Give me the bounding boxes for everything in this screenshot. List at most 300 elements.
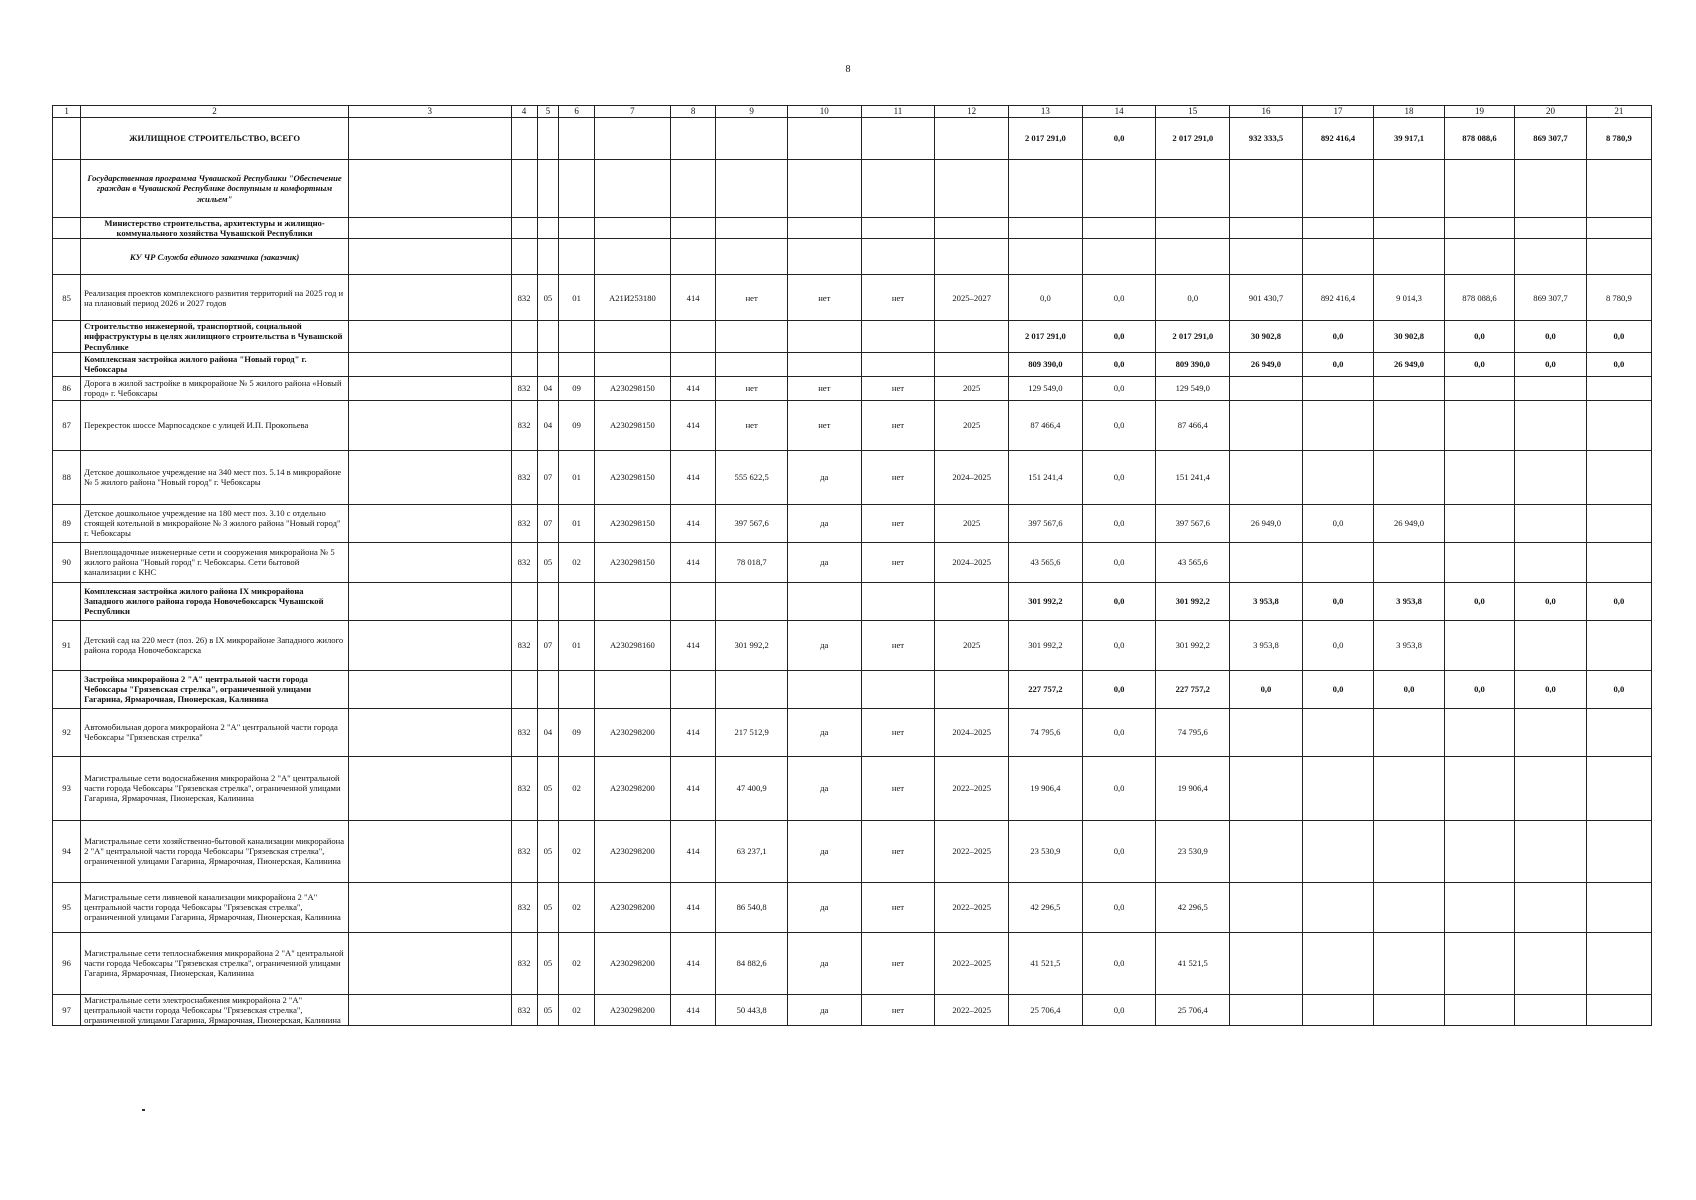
col-7-cell <box>594 582 670 620</box>
col-8-cell <box>670 118 716 160</box>
empty-cell <box>348 400 511 450</box>
col-14-cell: 0,0 <box>1082 450 1156 504</box>
col-11-cell <box>861 321 935 352</box>
table-row-group <box>53 670 1652 708</box>
row-number-cell: 85 <box>53 275 81 321</box>
col-8-cell: 414 <box>670 708 716 756</box>
col-6-cell: 02 <box>559 882 595 932</box>
col-20-cell <box>1515 820 1587 882</box>
column-number-cell: 1 <box>53 106 81 118</box>
col-15-cell: 301 992,2 <box>1156 620 1230 670</box>
col-12-cell <box>935 670 1009 708</box>
col-19-cell: 0,0 <box>1444 670 1514 708</box>
col-10-cell <box>787 118 861 160</box>
col-21-cell <box>1586 820 1651 882</box>
empty-cell <box>348 708 511 756</box>
col-11-cell: нет <box>861 620 935 670</box>
col-5-cell: 04 <box>537 376 559 400</box>
row-number-cell: 86 <box>53 376 81 400</box>
page-number: 8 <box>845 64 851 75</box>
row-number-cell: 87 <box>53 400 81 450</box>
col-8-cell: 414 <box>670 756 716 820</box>
empty-cell <box>348 275 511 321</box>
empty-cell <box>348 582 511 620</box>
col-4-cell: 832 <box>511 400 537 450</box>
table-row-group <box>53 239 1652 275</box>
col-21-cell <box>1586 400 1651 450</box>
col-10-cell <box>787 352 861 376</box>
col-20-cell <box>1515 504 1587 542</box>
col-13-cell: 2 017 291,0 <box>1009 118 1083 160</box>
col-15-cell: 87 466,4 <box>1156 400 1230 450</box>
col-16-cell <box>1230 708 1303 756</box>
col-12-cell <box>935 218 1009 239</box>
col-11-cell: нет <box>861 756 935 820</box>
column-number-cell: 6 <box>559 106 595 118</box>
col-9-cell <box>716 352 788 376</box>
col-21-cell: 0,0 <box>1586 352 1651 376</box>
col-4-cell: 832 <box>511 882 537 932</box>
empty-cell <box>348 450 511 504</box>
col-15-cell: 42 296,5 <box>1156 882 1230 932</box>
col-18-cell <box>1374 756 1444 820</box>
col-19-cell <box>1444 160 1514 218</box>
col-5-cell: 05 <box>537 275 559 321</box>
col-20-cell <box>1515 932 1587 994</box>
col-17-cell <box>1302 239 1374 275</box>
column-number-cell: 9 <box>716 106 788 118</box>
empty-cell <box>348 932 511 994</box>
col-16-cell <box>1230 756 1303 820</box>
table-row-group <box>53 118 1652 160</box>
col-18-cell: 9 014,3 <box>1374 275 1444 321</box>
column-number-cell: 12 <box>935 106 1009 118</box>
column-number-cell: 14 <box>1082 106 1156 118</box>
col-7-cell <box>594 160 670 218</box>
col-14-cell: 0,0 <box>1082 882 1156 932</box>
col-6-cell <box>559 321 595 352</box>
col-13-cell <box>1009 160 1083 218</box>
table-row-item <box>53 882 1652 932</box>
row-name-cell: Автомобильная дорога микрорайона 2 "А" центральной части города Чебоксары "Грязевская стрелка" <box>81 708 349 756</box>
col-8-cell: 414 <box>670 620 716 670</box>
col-10-cell <box>787 670 861 708</box>
col-6-cell <box>559 160 595 218</box>
column-number-cell: 18 <box>1374 106 1444 118</box>
col-9-cell <box>716 670 788 708</box>
col-21-cell <box>1586 542 1651 582</box>
col-18-cell <box>1374 542 1444 582</box>
table-row-item <box>53 376 1652 400</box>
col-19-cell <box>1444 218 1514 239</box>
col-12-cell: 2024–2025 <box>935 450 1009 504</box>
col-10-cell: да <box>787 708 861 756</box>
col-21-cell <box>1586 620 1651 670</box>
col-7-cell <box>594 239 670 275</box>
col-19-cell <box>1444 504 1514 542</box>
col-14-cell: 0,0 <box>1082 275 1156 321</box>
col-11-cell: нет <box>861 275 935 321</box>
col-11-cell: нет <box>861 882 935 932</box>
col-16-cell <box>1230 218 1303 239</box>
col-9-cell: 78 018,7 <box>716 542 788 582</box>
col-19-cell: 0,0 <box>1444 321 1514 352</box>
col-6-cell <box>559 218 595 239</box>
col-4-cell <box>511 352 537 376</box>
col-15-cell: 25 706,4 <box>1156 994 1230 1025</box>
table-row-item <box>53 504 1652 542</box>
col-8-cell <box>670 239 716 275</box>
col-16-cell <box>1230 994 1303 1025</box>
col-9-cell: нет <box>716 275 788 321</box>
col-10-cell: да <box>787 994 861 1025</box>
row-name-cell: Перекресток шоссе Марпосадское с улицей И.П. Прокопьева <box>81 400 349 450</box>
col-12-cell: 2024–2025 <box>935 542 1009 582</box>
col-4-cell <box>511 239 537 275</box>
col-8-cell: 414 <box>670 504 716 542</box>
col-12-cell: 2022–2025 <box>935 756 1009 820</box>
col-17-cell <box>1302 820 1374 882</box>
col-16-cell: 26 949,0 <box>1230 352 1303 376</box>
col-20-cell <box>1515 882 1587 932</box>
col-15-cell: 809 390,0 <box>1156 352 1230 376</box>
col-18-cell <box>1374 218 1444 239</box>
row-name-cell: Реализация проектов комплексного развития территорий на 2025 год и на плановый период 2026 и 2027 годов <box>81 275 349 321</box>
empty-cell <box>348 620 511 670</box>
col-5-cell: 05 <box>537 542 559 582</box>
row-number-cell <box>53 118 81 160</box>
col-8-cell: 414 <box>670 994 716 1025</box>
row-name-cell: Магистральные сети ливневой канализации микрорайона 2 "А" центральной части города Чебоксары "Грязевская стрелка", ограниченной улицами Гагарина, Ярмарочная, Пионерская, Калинина <box>81 882 349 932</box>
column-number-cell: 21 <box>1586 106 1651 118</box>
row-number-cell <box>53 218 81 239</box>
row-number-cell <box>53 352 81 376</box>
col-6-cell <box>559 670 595 708</box>
column-number-cell: 20 <box>1515 106 1587 118</box>
col-5-cell: 05 <box>537 882 559 932</box>
empty-cell <box>348 504 511 542</box>
column-number-cell: 2 <box>81 106 349 118</box>
col-9-cell: 86 540,8 <box>716 882 788 932</box>
empty-cell <box>348 376 511 400</box>
row-name-cell: Магистральные сети электроснабжения микрорайона 2 "А" центральной части города Чебоксары "Грязевская стрелка", ограниченной улицами Гагарина, Ярмарочная, Пионерская, Калинина <box>81 994 349 1025</box>
empty-cell <box>348 882 511 932</box>
table-row-item <box>53 994 1652 1025</box>
col-15-cell: 2 017 291,0 <box>1156 118 1230 160</box>
row-number-cell <box>53 321 81 352</box>
col-18-cell <box>1374 450 1444 504</box>
col-13-cell: 0,0 <box>1009 275 1083 321</box>
col-11-cell: нет <box>861 450 935 504</box>
column-number-row <box>53 106 1652 118</box>
col-14-cell: 0,0 <box>1082 620 1156 670</box>
col-9-cell: нет <box>716 376 788 400</box>
col-19-cell <box>1444 932 1514 994</box>
row-name-cell: Детский сад на 220 мест (поз. 26) в IX микрорайоне Западного жилого района города Новочебоксарска <box>81 620 349 670</box>
col-4-cell <box>511 218 537 239</box>
col-14-cell: 0,0 <box>1082 670 1156 708</box>
column-number-cell: 10 <box>787 106 861 118</box>
col-11-cell <box>861 118 935 160</box>
col-6-cell: 09 <box>559 376 595 400</box>
col-5-cell: 05 <box>537 756 559 820</box>
col-6-cell: 02 <box>559 542 595 582</box>
col-11-cell: нет <box>861 400 935 450</box>
col-19-cell: 0,0 <box>1444 352 1514 376</box>
col-21-cell <box>1586 450 1651 504</box>
col-11-cell: нет <box>861 708 935 756</box>
table-row-group <box>53 218 1652 239</box>
col-20-cell: 0,0 <box>1515 670 1587 708</box>
col-12-cell <box>935 582 1009 620</box>
col-9-cell: 555 622,5 <box>716 450 788 504</box>
col-20-cell: 0,0 <box>1515 582 1587 620</box>
col-11-cell <box>861 160 935 218</box>
col-6-cell: 01 <box>559 620 595 670</box>
table-row-item <box>53 708 1652 756</box>
col-21-cell <box>1586 239 1651 275</box>
col-8-cell <box>670 352 716 376</box>
col-10-cell: да <box>787 932 861 994</box>
col-7-cell: А230298200 <box>594 932 670 994</box>
col-11-cell: нет <box>861 932 935 994</box>
col-16-cell <box>1230 160 1303 218</box>
col-16-cell: 3 953,8 <box>1230 620 1303 670</box>
col-16-cell: 26 949,0 <box>1230 504 1303 542</box>
col-12-cell: 2025 <box>935 504 1009 542</box>
col-4-cell: 832 <box>511 932 537 994</box>
col-18-cell: 26 949,0 <box>1374 504 1444 542</box>
col-21-cell <box>1586 218 1651 239</box>
col-10-cell: нет <box>787 275 861 321</box>
col-20-cell <box>1515 450 1587 504</box>
col-10-cell: нет <box>787 400 861 450</box>
col-9-cell <box>716 118 788 160</box>
col-18-cell <box>1374 994 1444 1025</box>
col-9-cell: нет <box>716 400 788 450</box>
col-11-cell: нет <box>861 504 935 542</box>
col-20-cell <box>1515 620 1587 670</box>
col-14-cell <box>1082 218 1156 239</box>
col-7-cell: А230298160 <box>594 620 670 670</box>
row-number-cell: 89 <box>53 504 81 542</box>
col-19-cell <box>1444 708 1514 756</box>
col-16-cell <box>1230 376 1303 400</box>
row-name-cell: Дорога в жилой застройке в микрорайоне № 5 жилого района «Новый город» г. Чебоксары <box>81 376 349 400</box>
col-16-cell <box>1230 820 1303 882</box>
col-4-cell <box>511 321 537 352</box>
col-5-cell: 07 <box>537 620 559 670</box>
col-17-cell <box>1302 882 1374 932</box>
col-15-cell: 227 757,2 <box>1156 670 1230 708</box>
col-20-cell <box>1515 400 1587 450</box>
col-21-cell: 0,0 <box>1586 670 1651 708</box>
col-15-cell <box>1156 239 1230 275</box>
col-6-cell <box>559 352 595 376</box>
col-9-cell <box>716 218 788 239</box>
col-10-cell: нет <box>787 376 861 400</box>
col-10-cell <box>787 239 861 275</box>
table-row-item <box>53 400 1652 450</box>
col-13-cell: 397 567,6 <box>1009 504 1083 542</box>
col-7-cell: А230298200 <box>594 708 670 756</box>
col-12-cell <box>935 118 1009 160</box>
row-number-cell: 94 <box>53 820 81 882</box>
empty-cell <box>348 542 511 582</box>
col-21-cell: 0,0 <box>1586 582 1651 620</box>
col-9-cell <box>716 582 788 620</box>
col-10-cell: да <box>787 450 861 504</box>
col-16-cell <box>1230 932 1303 994</box>
row-number-cell: 90 <box>53 542 81 582</box>
col-17-cell <box>1302 400 1374 450</box>
col-7-cell <box>594 352 670 376</box>
col-14-cell: 0,0 <box>1082 820 1156 882</box>
col-14-cell: 0,0 <box>1082 708 1156 756</box>
col-14-cell <box>1082 239 1156 275</box>
col-21-cell: 0,0 <box>1586 321 1651 352</box>
col-5-cell: 07 <box>537 450 559 504</box>
col-12-cell: 2022–2025 <box>935 932 1009 994</box>
empty-cell <box>348 118 511 160</box>
col-4-cell: 832 <box>511 820 537 882</box>
column-number-cell: 13 <box>1009 106 1083 118</box>
table-row-item <box>53 620 1652 670</box>
col-18-cell <box>1374 882 1444 932</box>
empty-cell <box>348 352 511 376</box>
col-17-cell: 892 416,4 <box>1302 118 1374 160</box>
row-name-cell: Государственная программа Чувашской Республики "Обеспечение граждан в Чувашской Республике доступным и комфортным жильем" <box>81 160 349 218</box>
col-19-cell: 878 088,6 <box>1444 118 1514 160</box>
col-18-cell: 39 917,1 <box>1374 118 1444 160</box>
col-16-cell: 30 902,8 <box>1230 321 1303 352</box>
row-name-cell: ЖИЛИЩНОЕ СТРОИТЕЛЬСТВО, ВСЕГО <box>81 118 349 160</box>
col-13-cell: 151 241,4 <box>1009 450 1083 504</box>
col-12-cell: 2025 <box>935 620 1009 670</box>
col-8-cell: 414 <box>670 542 716 582</box>
col-17-cell <box>1302 450 1374 504</box>
row-number-cell: 93 <box>53 756 81 820</box>
col-5-cell <box>537 582 559 620</box>
col-18-cell: 0,0 <box>1374 670 1444 708</box>
empty-cell <box>348 756 511 820</box>
col-9-cell: 63 237,1 <box>716 820 788 882</box>
col-15-cell: 74 795,6 <box>1156 708 1230 756</box>
col-6-cell: 09 <box>559 708 595 756</box>
col-12-cell: 2025 <box>935 376 1009 400</box>
col-5-cell <box>537 670 559 708</box>
col-20-cell: 869 307,7 <box>1515 275 1587 321</box>
col-15-cell: 0,0 <box>1156 275 1230 321</box>
col-7-cell: А230298150 <box>594 542 670 582</box>
col-16-cell: 3 953,8 <box>1230 582 1303 620</box>
row-number-cell <box>53 160 81 218</box>
col-18-cell <box>1374 708 1444 756</box>
empty-cell <box>348 670 511 708</box>
col-13-cell: 23 530,9 <box>1009 820 1083 882</box>
col-6-cell: 02 <box>559 994 595 1025</box>
col-4-cell <box>511 160 537 218</box>
col-15-cell: 397 567,6 <box>1156 504 1230 542</box>
col-13-cell: 2 017 291,0 <box>1009 321 1083 352</box>
col-18-cell: 3 953,8 <box>1374 582 1444 620</box>
col-7-cell <box>594 218 670 239</box>
col-12-cell: 2022–2025 <box>935 994 1009 1025</box>
col-12-cell: 2024–2025 <box>935 708 1009 756</box>
col-20-cell: 869 307,7 <box>1515 118 1587 160</box>
col-15-cell: 129 549,0 <box>1156 376 1230 400</box>
col-15-cell: 23 530,9 <box>1156 820 1230 882</box>
col-12-cell: 2025–2027 <box>935 275 1009 321</box>
col-12-cell: 2022–2025 <box>935 820 1009 882</box>
table-row-group <box>53 160 1652 218</box>
col-21-cell <box>1586 882 1651 932</box>
col-17-cell <box>1302 160 1374 218</box>
col-17-cell <box>1302 376 1374 400</box>
col-21-cell <box>1586 160 1651 218</box>
col-13-cell: 227 757,2 <box>1009 670 1083 708</box>
col-20-cell <box>1515 542 1587 582</box>
table-row-item <box>53 820 1652 882</box>
col-7-cell: А230298150 <box>594 504 670 542</box>
col-8-cell <box>670 582 716 620</box>
col-10-cell: да <box>787 620 861 670</box>
row-name-cell: Детское дошкольное учреждение на 340 мест поз. 5.14 в микрорайоне № 5 жилого района "Новый город" г. Чебоксары <box>81 450 349 504</box>
col-9-cell <box>716 321 788 352</box>
col-4-cell: 832 <box>511 504 537 542</box>
col-4-cell: 832 <box>511 542 537 582</box>
col-5-cell: 05 <box>537 820 559 882</box>
col-8-cell <box>670 670 716 708</box>
col-10-cell: да <box>787 504 861 542</box>
col-12-cell <box>935 239 1009 275</box>
col-14-cell: 0,0 <box>1082 376 1156 400</box>
col-13-cell: 43 565,6 <box>1009 542 1083 582</box>
empty-cell <box>348 820 511 882</box>
col-10-cell <box>787 321 861 352</box>
column-number-cell: 3 <box>348 106 511 118</box>
col-20-cell <box>1515 160 1587 218</box>
col-20-cell <box>1515 994 1587 1025</box>
col-9-cell: 397 567,6 <box>716 504 788 542</box>
col-11-cell: нет <box>861 376 935 400</box>
row-number-cell: 91 <box>53 620 81 670</box>
col-21-cell <box>1586 376 1651 400</box>
col-6-cell <box>559 239 595 275</box>
col-5-cell: 05 <box>537 994 559 1025</box>
col-19-cell <box>1444 400 1514 450</box>
col-19-cell <box>1444 756 1514 820</box>
col-6-cell: 09 <box>559 400 595 450</box>
col-17-cell <box>1302 932 1374 994</box>
col-9-cell <box>716 239 788 275</box>
col-21-cell: 8 780,9 <box>1586 275 1651 321</box>
col-4-cell <box>511 118 537 160</box>
col-15-cell <box>1156 160 1230 218</box>
empty-cell <box>348 218 511 239</box>
col-18-cell: 30 902,8 <box>1374 321 1444 352</box>
col-18-cell <box>1374 820 1444 882</box>
col-14-cell: 0,0 <box>1082 932 1156 994</box>
col-6-cell: 02 <box>559 932 595 994</box>
col-19-cell <box>1444 239 1514 275</box>
col-10-cell <box>787 218 861 239</box>
col-7-cell: А230298200 <box>594 882 670 932</box>
col-7-cell: А230298150 <box>594 450 670 504</box>
col-16-cell <box>1230 542 1303 582</box>
empty-cell <box>348 239 511 275</box>
col-18-cell <box>1374 376 1444 400</box>
